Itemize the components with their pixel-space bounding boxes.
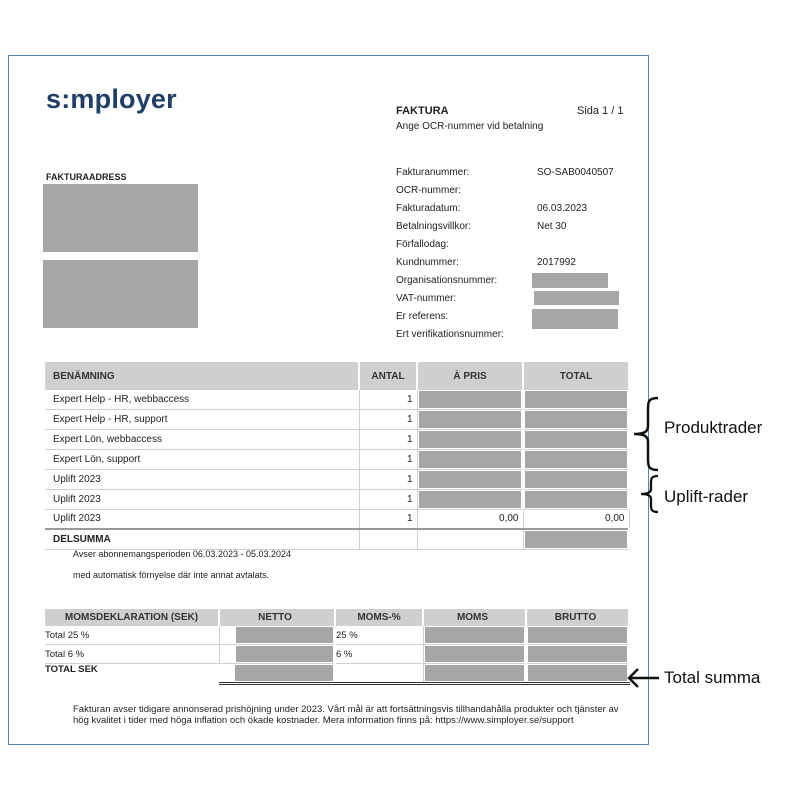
redacted-reference [532,309,618,329]
table-row [45,645,629,664]
item-qty: 1 [359,410,417,430]
items-table [45,362,630,550]
arrow-left-icon [626,666,660,690]
item-name: Expert Help - HR, support [45,410,359,430]
redacted-net [219,626,335,645]
item-price: 0,00 [417,510,523,529]
table-row [45,390,629,410]
table-row [45,490,629,510]
col-header-unit-price: À PRIS [417,362,523,390]
annotation-products: Produktrader [664,418,763,437]
col-header-description: BENÄMNING [45,362,359,390]
redacted-vat-number [534,291,619,305]
annotation-uplift: Uplift-rader [664,487,749,506]
table-row [45,510,629,529]
invoice-field: Betalningsvillkor: Net 30 [396,221,567,232]
products-brace-icon [628,396,662,472]
item-name: Expert Help - HR, webbaccess [45,390,359,410]
item-qty: 1 [359,470,417,490]
vat-table [45,609,630,685]
subtotal-label: DELSUMMA [45,529,359,550]
document-subtitle: Ange OCR-nummer vid betalning [396,121,544,132]
redacted-vat [423,645,526,664]
redacted-price [417,390,523,410]
invoice-field: Kundnummer: 2017992 [396,257,576,268]
subscription-period-note: Avser abonnemangsperioden 06.03.2023 - 05.03.2024 [73,549,292,559]
empty-cell [335,664,423,684]
redacted-net [219,645,335,664]
table-row [45,410,629,430]
redacted-price [417,450,523,470]
redacted-price [417,470,523,490]
invoice-page [8,55,649,745]
redacted-address-block [43,184,198,252]
col-header-total: TOTAL [523,362,629,390]
redacted-subtotal [523,529,629,550]
item-name: Uplift 2023 [45,510,359,529]
redacted-total [523,430,629,450]
invoice-field: VAT-nummer: [396,293,457,304]
item-qty: 1 [359,390,417,410]
redacted-total [523,450,629,470]
redacted-total-net [219,664,335,684]
invoice-field: Fakturanummer: SO-SAB0040507 [396,167,614,178]
vat-header-gross: BRUTTO [526,609,629,626]
redacted-gross [526,645,629,664]
redacted-price [417,490,523,510]
item-name: Expert Lön, webbaccess [45,430,359,450]
subtotal-row [45,529,629,550]
redacted-gross [526,626,629,645]
item-name: Uplift 2023 [45,470,359,490]
annotation-total: Total summa [664,668,761,687]
vat-row-rate: 6 % [335,645,423,664]
page-number: Sida 1 / 1 [577,105,624,117]
table-row [45,430,629,450]
uplift-brace-icon [636,474,662,514]
vat-total-row [45,664,629,684]
vat-header-rate: MOMS-% [335,609,423,626]
table-row [45,450,629,470]
item-qty: 1 [359,450,417,470]
redacted-address-block [43,260,198,328]
redacted-org-number [532,273,608,288]
item-qty: 1 [359,490,417,510]
billing-address-label: FAKTURAADRESS [46,172,127,182]
redacted-total-gross [526,664,629,684]
vat-row-rate: 25 % [335,626,423,645]
vat-row-label: Total 25 % [45,626,219,645]
invoice-field: Organisationsnummer: [396,275,498,286]
vat-header-declaration: MOMSDEKLARATION (SEK) [45,609,219,626]
redacted-price [417,410,523,430]
table-row [45,626,629,645]
redacted-vat [423,626,526,645]
redacted-total-vat [423,664,526,684]
item-name: Expert Lön, support [45,450,359,470]
col-header-quantity: ANTAL [359,362,417,390]
redacted-total [523,410,629,430]
footer-note: Fakturan avser tidigare annonserad prishöjning under 2023. Vårt mål är att fortsättningsvis tillhandahålla produkter och tjänster av hög kvalitet i tider med höga inflation och ökade kostnader. Mera information finns på: https://www.simployer.se/support [73,704,619,726]
invoice-field: Er referens: [396,311,449,322]
redacted-total [523,490,629,510]
vat-total-label: TOTAL SEK [45,664,98,675]
invoice-field: OCR-nummer: [396,185,462,196]
redacted-price [417,430,523,450]
vat-row-label: Total 6 % [45,645,219,664]
redacted-total [523,470,629,490]
redacted-total [523,390,629,410]
empty-cell [417,529,523,550]
item-qty: 1 [359,510,417,529]
vat-header-net: NETTO [219,609,335,626]
item-name: Uplift 2023 [45,490,359,510]
simployer-logo: s:mployer [46,84,177,114]
invoice-field: Förfallodag: [396,239,449,250]
empty-cell [359,529,417,550]
item-total: 0,00 [523,510,629,529]
vat-header-vat: MOMS [423,609,526,626]
invoice-field: Fakturadatum: 06.03.2023 [396,203,588,214]
item-qty: 1 [359,430,417,450]
invoice-field: Ert verifikationsnummer: [396,329,504,340]
table-row [45,470,629,490]
document-title: FAKTURA [396,105,449,117]
renewal-note: med automatisk förnyelse där inte annat avtalats. [73,570,270,580]
